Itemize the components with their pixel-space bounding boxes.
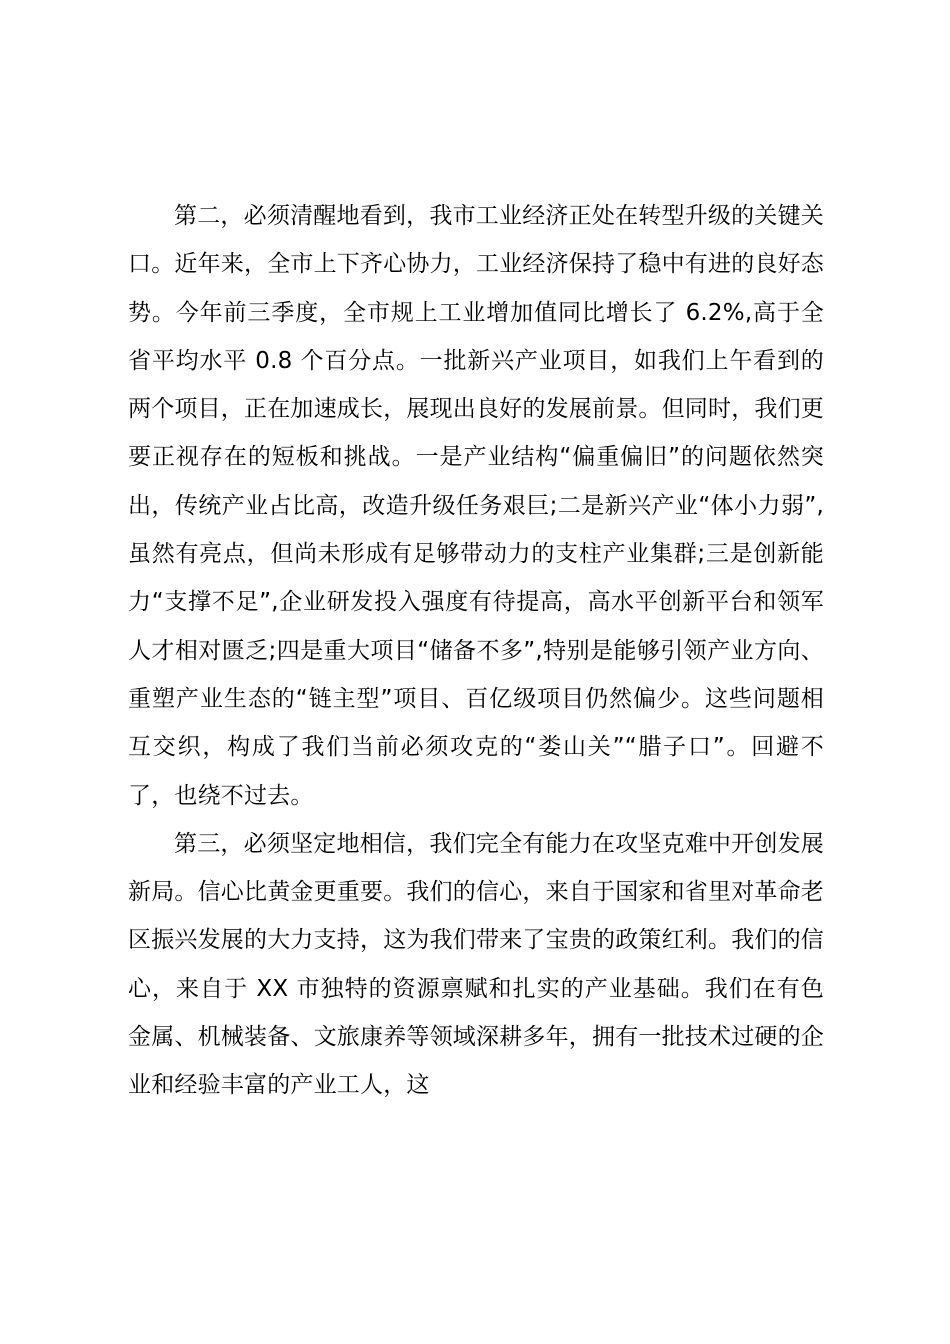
paragraph-second-point: 第二，必须清醒地看到，我市工业经济正处在转型升级的关键关口。近年来，全市上下齐心协力，工业经济保持了稳中有进的良好态势。今年前三季度，全市规上工业增加值同比增长了 6.2%,高于全省平均水平 0.8 个百分点。一批新兴产业项目，如我们上午看到的两个项目，正在加速成长，展现出良好的发展前景。但同时，我们更要正视存在的短板和挑战。一是产业结构“偏重偏旧”的问题依然突出，传统产业占比高，改造升级任务艰巨;二是新兴产业“体小力弱”,虽然有亮点，但尚未形成有足够带动力的支柱产业集群;三是创新能力“支撑不足”,企业研发投入强度有待提高，高水平创新平台和领军人才相对匮乏;四是重大项目“储备不多”,特别是能够引领产业方向、重塑产业生态的“链主型”项目、百亿级项目仍然偏少。这些问题相互交织，构成了我们当前必须攻克的“娄山关”“腊子口”。回避不了，也绕不过去。 [128, 203, 824, 809]
document-body [128, 192, 824, 1110]
paragraph-third-point: 第三，必须坚定地相信，我们完全有能力在攻坚克难中开创发展新局。信心比黄金更重要。我们的信心，来自于国家和省里对革命老区振兴发展的大力支持，这为我们带来了宝贵的政策红利。我们的信心，来自于 XX 市独特的资源禀赋和扎实的产业基础。我们在有色金属、机械装备、文旅康养等领域深耕多年，拥有一批技术过硬的企业和经验丰富的产业工人，这 [128, 830, 824, 1099]
